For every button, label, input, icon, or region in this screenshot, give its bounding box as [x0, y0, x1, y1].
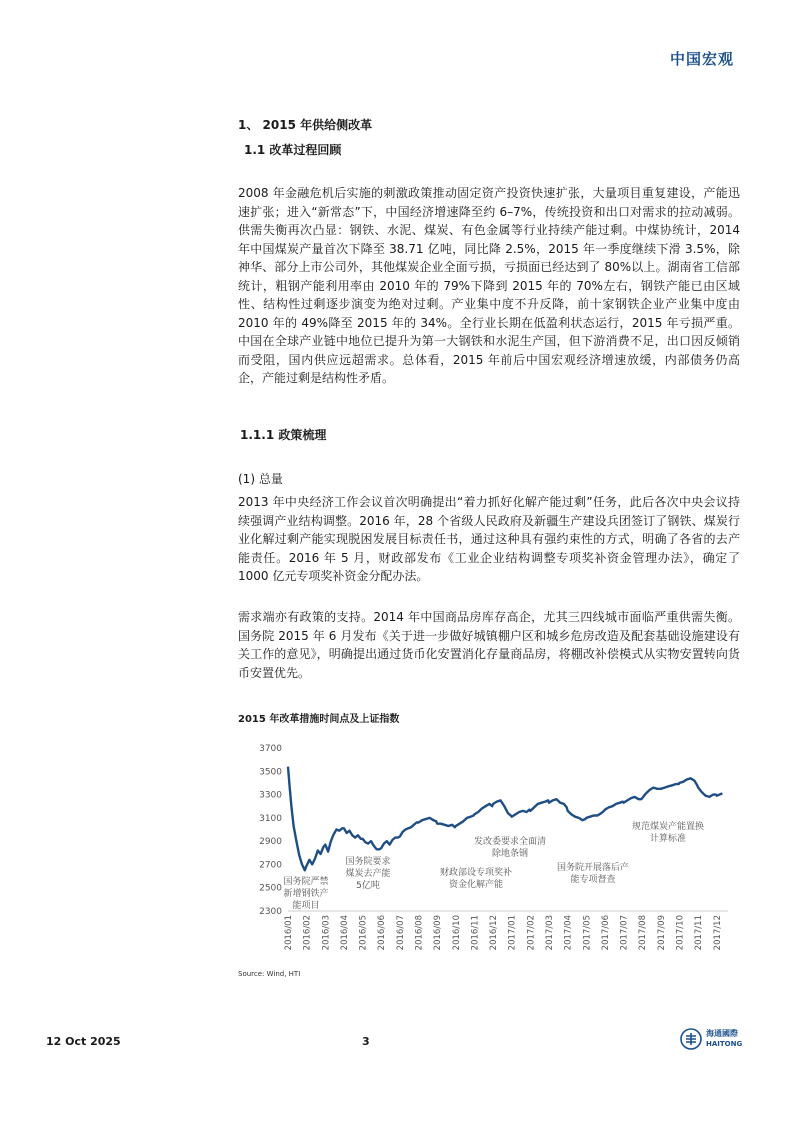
x-tick-label: 2016/03 — [321, 915, 332, 951]
annotation-label: 能专项督查 — [570, 875, 616, 885]
x-tick-label: 2017/02 — [526, 915, 537, 951]
annotation-label: 规范煤炭产能置换 — [631, 822, 705, 832]
y-tick-label: 3500 — [259, 767, 282, 778]
x-tick-label: 2016/08 — [414, 915, 425, 951]
x-tick-label: 2017/10 — [675, 915, 686, 951]
y-tick-label: 3700 — [259, 744, 282, 754]
list-heading: (1) 总量 — [238, 472, 283, 486]
subsubsection-heading: 1.1.1 政策梳理 — [240, 428, 327, 442]
x-tick-label: 2016/11 — [470, 915, 481, 951]
y-tick-label: 2700 — [259, 860, 282, 871]
logo-en: HAITONG — [706, 1040, 743, 1048]
y-tick-label: 2900 — [259, 837, 282, 848]
x-tick-label: 2016/05 — [358, 915, 369, 951]
chart-title: 2015 年改革措施时间点及上证指数 — [238, 714, 400, 725]
haitong-logo-icon — [680, 1028, 702, 1050]
annotation-label: 国务院严禁 — [283, 877, 329, 887]
x-tick-label: 2016/02 — [302, 915, 313, 951]
logo-cn: 海通國際 — [706, 1029, 738, 1038]
annotation-label: 国务院开展落后产 — [556, 863, 630, 873]
report-date: 12 Oct 2025 — [46, 1035, 121, 1048]
x-tick-label: 2016/01 — [284, 915, 294, 951]
x-tick-label: 2017/12 — [712, 915, 723, 951]
x-tick-label: 2017/05 — [582, 915, 593, 951]
x-tick-label: 2016/10 — [451, 915, 462, 951]
y-tick-label: 3100 — [259, 813, 282, 824]
haitong-logo — [680, 1028, 742, 1050]
annotation-label: 资金化解产能 — [448, 880, 504, 890]
x-tick-label: 2017/08 — [638, 915, 649, 951]
x-tick-label: 2016/06 — [377, 915, 388, 951]
y-tick-label: 2300 — [259, 907, 282, 917]
annotation-label: 能项目 — [292, 901, 320, 911]
annotation-label: 发改委要求全面清 — [473, 837, 547, 847]
x-tick-label: 2017/07 — [619, 915, 630, 951]
x-tick-label: 2016/07 — [395, 915, 406, 951]
annotation-label: 计算标准 — [649, 834, 687, 844]
x-tick-label: 2017/03 — [545, 915, 556, 951]
annotation-label: 新增钢铁产 — [283, 889, 329, 899]
annotation-label: 财政部设专项奖补 — [439, 868, 513, 878]
annotation-label: 5亿吨 — [356, 881, 380, 891]
paragraph-demand: 需求端亦有政策的支持。2014 年中国商品房库存高企，尤其三四线城市面临严重供需失衡。国务院 2015 年 6 月发布《关于进一步做好城镇棚户区和城乡危房改造及配套基础设施建设有关工作的意见》，明确提出通过货币化安置消化存量商品房，将棚改补偿模式从实物安置转向货币安置优先。 — [238, 610, 740, 680]
x-tick-label: 2017/04 — [563, 915, 574, 951]
x-tick-label: 2017/11 — [694, 915, 705, 951]
subsection-heading: 1.1 改革过程回顾 — [244, 143, 342, 157]
annotation-label: 除地条钢 — [491, 849, 529, 859]
index-line-chart — [238, 734, 738, 964]
annotation-label: 国务院要求 — [345, 857, 391, 867]
source-note: Source: Wind, HTI — [238, 970, 301, 978]
x-tick-label: 2016/09 — [433, 915, 444, 951]
x-tick-label: 2016/12 — [489, 915, 500, 951]
annotation-label: 煤炭去产能 — [345, 869, 391, 879]
x-tick-label: 2017/09 — [656, 915, 667, 951]
section-heading: 1、 2015 年供给侧改革 — [238, 118, 373, 132]
brand-title: 中国宏观 — [669, 50, 734, 68]
y-tick-label: 3300 — [259, 790, 282, 801]
y-tick-label: 2500 — [259, 883, 282, 894]
page-number: 3 — [362, 1035, 370, 1048]
paragraph-background: 2008 年金融危机后实施的刺激政策推动固定资产投资快速扩张，大量项目重复建设，产能迅速扩张；进入“新常态”下，中国经济增速降至约 6–7%，传统投资和出口对需求的拉动减弱。供需失衡再次凸显：钢铁、水泥、煤炭、有色金属等行业持续产能过剩。中煤协统计，2014 年中国煤炭产量首次下降至 38.71 亿吨，同比降 2.5%，2015 年一季度继续下滑 3.5%，除神华、部分上市公司外，其他煤炭企业全面亏损，亏损面已经达到了 80%以上。湖南省工信部统计，粗钢产能利用率由 2010 年的 79%下降到 2015 年的 70%左右，钢铁产能已由区域性、结构性过剩逐步演变为绝对过剩。产业集中度不升反降，前十家钢铁企业产业集中度由 2010 年的 49%降至 2015 年的 34%。全行业长期在低盈利状态运行，2015 年亏损严重。中国在全球产业链中地位已提升为第一大钢铁和水泥生产国，但下游消费不足，出口因反倾销而受阻，国内供应远超需求。总体看，2015 年前后中国宏观经济增速放缓，内部债务仍高企，产能过剩是结构性矛盾。 — [238, 186, 740, 385]
x-tick-label: 2017/06 — [600, 915, 611, 951]
x-tick-label: 2016/04 — [339, 915, 350, 951]
x-tick-label: 2017/01 — [507, 915, 518, 951]
paragraph-total: 2013 年中央经济工作会议首次明确提出“着力抓好化解产能过剩”任务，此后各次中央会议持续强调产业结构调整。2016 年，28 个省级人民政府及新疆生产建设兵团签订了钢铁、煤炭行业化解过剩产能实现脱困发展目标责任书，通过这种具有强约束性的方式，明确了各省的去产能责任。2016 年 5 月，财政部发布《工业企业结构调整专项奖补资金管理办法》，确定了 1000 亿元专项奖补资金分配办法。 — [238, 495, 740, 583]
